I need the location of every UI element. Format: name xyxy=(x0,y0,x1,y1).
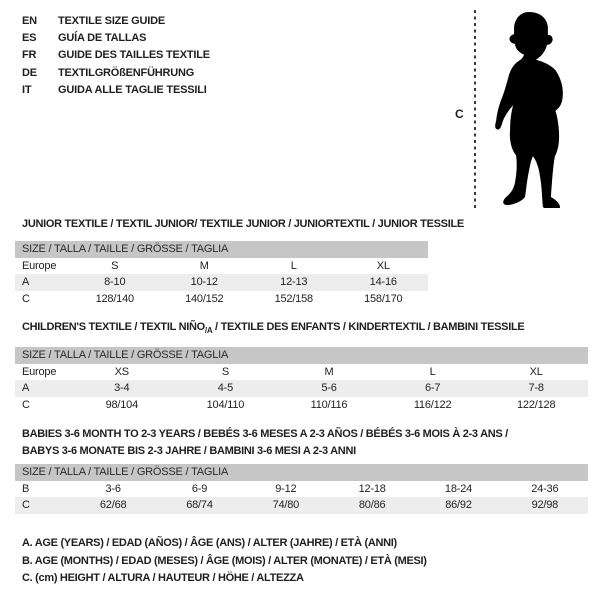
language-row xyxy=(22,13,210,30)
table-cell: XS xyxy=(114,365,129,378)
table-cell: 110/116 xyxy=(310,398,348,411)
table-header-bar: SIZE / TALLA / TAILLE / GRÖSSE / TAGLIA xyxy=(15,464,588,481)
table-cell: 4-5 xyxy=(217,382,234,394)
language-code: ES xyxy=(22,32,37,45)
legend-line-age-years: A. AGE (YEARS) / EDAD (AÑOS) / ÂGE (ANS) / ALTER (JAHRE) / ETÀ (ANNI) xyxy=(22,537,397,549)
language-row xyxy=(22,30,210,47)
language-row xyxy=(22,47,210,64)
table-cell: M xyxy=(199,259,209,272)
table-cell: 104/110 xyxy=(206,398,245,411)
table-cell: 158/170 xyxy=(364,292,403,305)
table-cell: S xyxy=(221,365,229,378)
table-row xyxy=(15,274,428,291)
language-code: IT xyxy=(22,83,32,96)
table-cell: 140/152 xyxy=(185,292,224,305)
table-cell: 74/80 xyxy=(272,499,300,511)
table-cell: 5-6 xyxy=(321,382,337,394)
table-row xyxy=(15,291,428,308)
table-cell: S xyxy=(111,259,119,272)
language-title: TEXTILE SIZE GUIDE xyxy=(58,15,166,27)
table-header-bar: SIZE / TALLA / TAILLE / GRÖSSE / TAGLIA xyxy=(15,347,588,364)
table-cell: L xyxy=(429,365,436,378)
table-cell: 3-6 xyxy=(105,482,121,495)
junior-size-table xyxy=(15,241,428,307)
table-cell: 9-12 xyxy=(275,482,297,495)
table-cell: 3-4 xyxy=(114,382,130,394)
section-title-junior: JUNIOR TEXTILE / TEXTIL JUNIOR/ TEXTILE JUNIOR / JUNIORTEXTIL / JUNIOR TESSILE xyxy=(22,218,464,230)
title-text: / TEXTILE DES ENFANTS / KINDERTEXTIL / BAMBINI TESSILE xyxy=(212,321,525,333)
height-dashed-line xyxy=(473,10,477,208)
legend-line-height: C. (cm) HEIGHT / ALTURA / HAUTEUR / HÖHE / ALTEZZA xyxy=(22,572,304,584)
row-label: Europe xyxy=(22,259,57,272)
table-cell: 6-7 xyxy=(424,382,441,394)
language-title: GUIDE DES TAILLES TEXTILE xyxy=(58,49,210,62)
height-measure-label: C xyxy=(455,107,464,121)
table-cell: 98/104 xyxy=(105,398,139,411)
table-cell: 10-12 xyxy=(190,276,218,288)
title-subscript: /A xyxy=(204,326,213,336)
table-row xyxy=(15,364,588,381)
row-label: A xyxy=(22,276,30,288)
row-label: Europe xyxy=(22,365,57,378)
language-code: EN xyxy=(22,15,37,27)
table-cell: 12-18 xyxy=(358,482,386,495)
table-cell: XL xyxy=(376,259,390,272)
section-title-babies xyxy=(22,426,582,460)
language-code: DE xyxy=(22,66,37,79)
table-row xyxy=(15,258,428,275)
table-cell: XL xyxy=(529,365,543,378)
table-cell: 18-24 xyxy=(444,482,473,495)
row-label: C xyxy=(22,292,30,305)
table-cell: 128/140 xyxy=(95,292,134,305)
table-cell: 152/158 xyxy=(274,292,313,305)
table-row xyxy=(15,481,588,498)
language-row xyxy=(22,65,210,82)
row-label: A xyxy=(22,382,30,394)
table-row xyxy=(15,397,588,414)
language-title-list xyxy=(22,13,210,99)
language-code: FR xyxy=(22,49,37,62)
section-title-children xyxy=(22,321,524,335)
table-cell: 92/98 xyxy=(531,499,559,511)
table-cell: 62/68 xyxy=(99,499,127,511)
language-title: GUIDA ALLE TAGLIE TESSILI xyxy=(58,83,207,96)
children-size-table xyxy=(15,347,588,413)
table-cell: 14-16 xyxy=(369,276,397,288)
measure-legend xyxy=(22,535,427,588)
legend-line-age-months: B. AGE (MONTHS) / EDAD (MESES) / ÂGE (MOIS) / ALTER (MONATE) / ETÀ (MESI) xyxy=(22,554,427,567)
baby-silhouette-icon xyxy=(483,9,573,208)
table-cell: 24-36 xyxy=(531,482,559,495)
table-row xyxy=(15,380,588,397)
table-cell: 116/122 xyxy=(413,398,452,411)
language-row xyxy=(22,82,210,99)
row-label: C xyxy=(22,499,30,511)
table-cell: 6-9 xyxy=(191,482,208,495)
table-cell: M xyxy=(324,365,334,378)
table-cell: 7-8 xyxy=(528,382,544,394)
row-label: B xyxy=(22,482,30,495)
title-line: BABIES 3-6 MONTH TO 2-3 YEARS / BEBÉS 3-6 MESES A 2-3 AÑOS / BÉBÉS 3-6 MOIS À 2-3 ANS / xyxy=(22,428,508,440)
table-cell: 68/74 xyxy=(186,499,213,511)
title-text: CHILDREN'S TEXTILE / TEXTIL NIÑO xyxy=(22,321,205,333)
row-label: C xyxy=(22,398,30,411)
language-title: TEXTILGRÖßENFÜHRUNG xyxy=(58,66,195,79)
babies-size-table xyxy=(15,464,588,514)
table-header-bar: SIZE / TALLA / TAILLE / GRÖSSE / TAGLIA xyxy=(15,241,428,258)
table-cell: 122/128 xyxy=(517,398,556,411)
table-cell: 86/92 xyxy=(445,499,472,511)
title-line: BABYS 3-6 MONATE BIS 2-3 JAHRE / BAMBINI 3-6 MESI A 2-3 ANNI xyxy=(22,445,356,457)
table-cell: 12-13 xyxy=(280,276,308,288)
table-cell: L xyxy=(290,259,297,272)
table-cell: 80/86 xyxy=(358,499,386,511)
table-row xyxy=(15,497,588,514)
language-title: GUÍA DE TALLAS xyxy=(58,32,147,45)
table-cell: 8-10 xyxy=(104,276,126,288)
